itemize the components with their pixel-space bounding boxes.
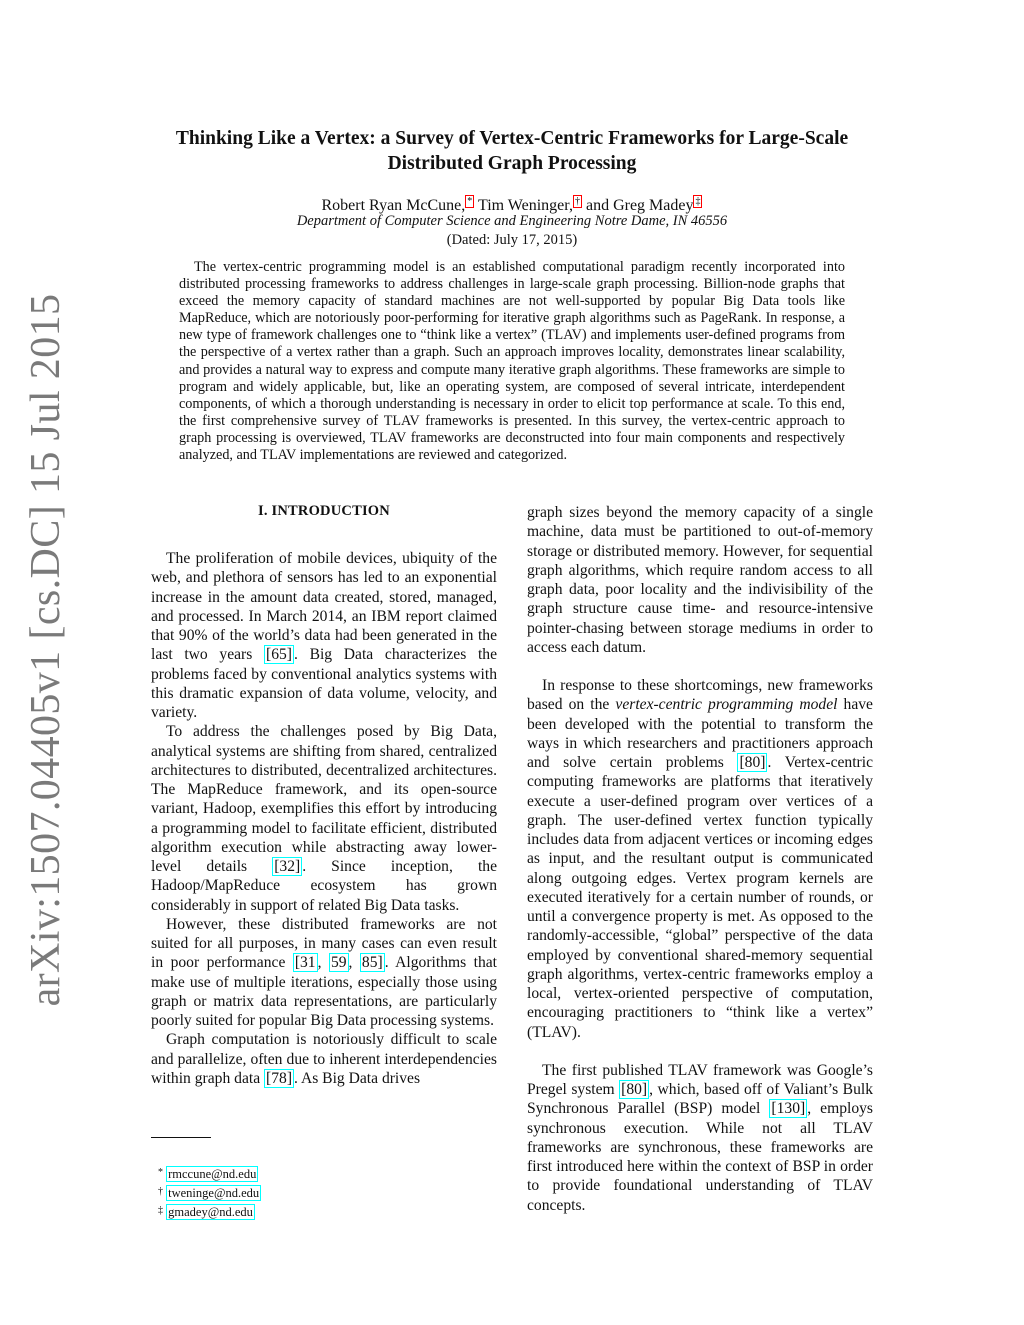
citation-link[interactable]: [130] (771, 1100, 806, 1118)
citation-link[interactable]: [32] (274, 858, 301, 875)
footnote-divider (151, 1137, 211, 1138)
footnotes (151, 1164, 261, 1221)
citation-link[interactable]: [65] (266, 646, 292, 664)
email-link[interactable]: tweninge@nd.edu (168, 1186, 260, 1200)
citation-link[interactable]: [78] (266, 1069, 293, 1087)
paper-title: Thinking Like a Vertex: a Survey of Vertex-Centric Frameworks for Large-Scale Distributed Graph Processing (175, 128, 849, 174)
email-link[interactable]: gmadey@nd.edu (168, 1205, 253, 1219)
author-name: Robert Ryan McCune, (321, 197, 466, 214)
affiliation: Department of Computer Science and Engineering Notre Dame, IN 46556 (296, 213, 728, 229)
author-footnote-mark[interactable]: * (467, 196, 473, 207)
citation-link[interactable]: [80] (621, 1081, 648, 1098)
footnote: † tweninge@nd.edu (158, 1186, 260, 1200)
citation-link[interactable]: 85] (361, 954, 383, 972)
paragraph: However, these distributed frameworks are not suited for all purposes, in many cases can even result in poor performance [31 , 59 , 85] . Algorithms that make use of multiple iterations, especially those using graph or matrix data representations, are particularly poorly suited for popular Big Data processing systems. (151, 915, 498, 1029)
author-footnote-mark[interactable]: † (574, 196, 580, 207)
author-name: Tim Weninger, (474, 197, 573, 214)
left-column (151, 501, 497, 1088)
citation-link[interactable]: 59 (330, 954, 347, 972)
right-column (527, 503, 873, 1215)
author-footnote-mark[interactable]: ‡ (695, 196, 701, 207)
paragraph: The proliferation of mobile devices, ubiquity of the web, and plethora of sensors has led to an exponential increase in the amount data created, stored, managed, and processed. In March 2014, an IBM report claimed that 90% of the world’s data had been generated in the last two years [65] . Big Data characterizes the problems faced by conventional analytics systems with this dramatic expansion of data volume, velocity, and variety. (151, 550, 497, 721)
citation-link[interactable]: [80] (739, 754, 766, 771)
paragraph: In response to these shortcomings, new frameworks based on the vertex-centric programming model have been developed with the potential to transform the ways in which researchers and practitioners approach and solve certain problems [80] . Vertex-centric computing frameworks are platforms that iteratively execute a user-defined program over vertices of a graph. The user-defined vertex function typically includes data from adjacent vertices or incoming edges as input, and the resultant output is communicated along outgoing edges. Vertex program kernels are executed iteratively for a certain number of rounds, or until a convergence property is met. As opposed to the randomly-accessible, “global” perspective of the data employed by conventional shared-memory sequential graph algorithms, vertex-centric frameworks employ a local, vertex-oriented perspective of computation, encouraging practitioners to “think like a vertex” (TLAV). (527, 677, 874, 1041)
paragraph: The first published TLAV framework was Google’s Pregel system [80] , which, based off of Valiant’s Bulk Synchronous Parallel (BSP) model [130] , employs synchronous execution. While not all TLAV frameworks are synchronous, these frameworks are first introduced here within the context of BSP in order to provide foundational understanding of TLAV concepts. (527, 1061, 874, 1214)
citation-link[interactable]: [31 (294, 954, 316, 972)
email-link[interactable]: rmccune@nd.edu (168, 1167, 257, 1181)
author-name: and Greg Madey (581, 197, 694, 214)
footnote: * rmccune@nd.edu (158, 1167, 257, 1181)
section-heading: I. INTRODUCTION (258, 503, 390, 519)
abstract: The vertex-centric programming model is an established computational paradigm recently incorporated into distributed processing frameworks to address challenges in large-scale graph processing. Billion-node graphs that exceed the memory capacity of standard machines are not well-supported by popular Big Data tools like MapReduce, which are notoriously poor-performing for iterative graph algorithms such as PageRank. In response, a new type of framework challenges one to “think like a vertex” (TLAV) and implements user-defined programs from the perspective of a vertex rather than a graph. Such an approach improves locality, demonstrates linear scalability, and provides a natural way to express and compute many iterative graph algorithms. These frameworks are simple to program and widely applicable, but, like an operating system, are composed of several intricate, interdependent components, of which a thorough understanding is necessary in order to elicit top performance at scale. To this end, the first comprehensive survey of TLAV frameworks is presented. In this survey, the vertex-centric approach to graph processing is overviewed, TLAV frameworks are deconstructed into four main components and respectively analyzed, and TLAV implementations are reviewed and categorized. (179, 259, 845, 464)
paragraph: Graph computation is notoriously difficult to scale and parallelize, often due to inherent interdependencies within graph data [78] . As Big Data drives (151, 1031, 497, 1087)
paragraph: To address the challenges posed by Big Data, analytical systems are shifting from shared, centralized architectures to distributed, decentralized architectures. The MapReduce framework, and its open-source variant, Hadoop, exemplifies this effort by introducing a programming model to facilitate efficient, distributed algorithm execution while abstracting away lower-level details [32] . Since inception, the Hadoop/MapReduce ecosystem has grown considerably in support of related Big Data tasks. (151, 723, 497, 914)
arxiv-identifier-stamp: arXiv:1507.04405v1 [cs.DC] 15 Jul 2015 (23, 293, 69, 1007)
paragraph: graph sizes beyond the memory capacity of a single machine, data must be partitioned to out-of-memory storage or distributed memory. However, for sequential graph algorithms, which require random access to all graph data, poor locality and the indivisibility of the graph structure cause time- and resource-intensive pointer-chasing between storage mediums in order to access each datum. (527, 504, 873, 656)
date-line: (Dated: July 17, 2015) (446, 232, 578, 248)
footnote: ‡ gmadey@nd.edu (158, 1205, 253, 1219)
